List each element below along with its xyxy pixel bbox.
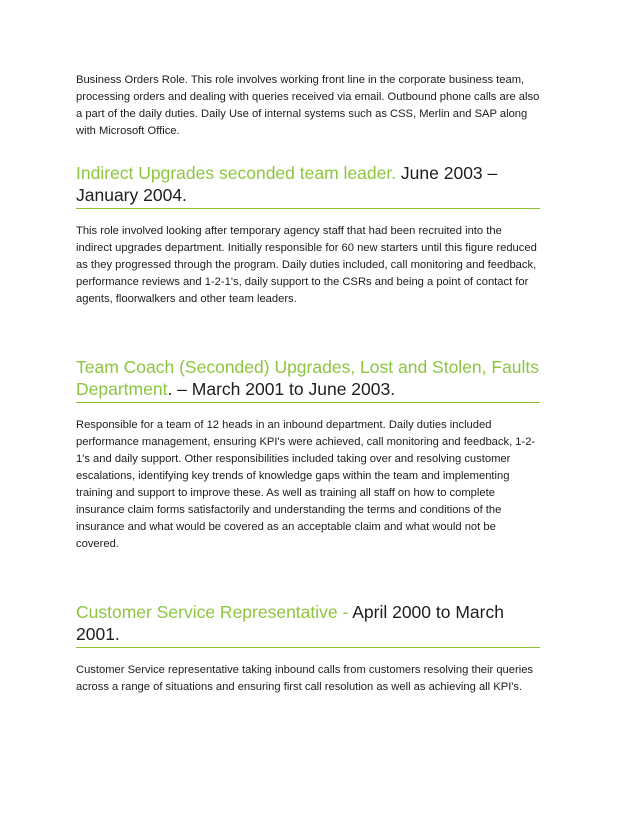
- section-heading: [76, 356, 540, 403]
- document-page: [76, 72, 540, 696]
- heading-dates: . – March 2001 to June 2003.: [167, 379, 396, 399]
- heading-role: Indirect Upgrades seconded team leader.: [76, 163, 397, 183]
- heading-dates: June 2003 – January 2004.: [76, 163, 498, 205]
- section-heading: [76, 162, 540, 209]
- heading-role: Customer Service Representative -: [76, 602, 349, 622]
- heading-dates: April 2000 to March 2001.: [76, 602, 504, 644]
- section-body: Responsible for a team of 12 heads in an inbound department. Daily duties included performance management, ensuring KPI's were achieved, call monitoring and feedback, 1-2-1's and daily support. Other responsibilities included taking over and resolving customer escalations, identifying key trends of knowledge gaps within the team and implementing training and support to improve these. As well as training all staff on how to complete insurance claim forms satisfactorily and understanding the terms and conditions of the insurance and what would be covered as an acceptable claim and what would not be covered.: [76, 419, 536, 550]
- section-body: This role involved looking after temporary agency staff that had been recruited into the indirect upgrades department. Initially responsible for 60 new starters until this figure reduced as they progressed through the program. Daily duties included, call monitoring and feedback, performance reviews and 1-2-1's, daily support to the CSRs and being a point of contact for agents, floorwalkers and other team leaders.: [76, 225, 537, 305]
- section-customer-service: [76, 601, 540, 696]
- section-heading: [76, 601, 540, 648]
- section-indirect-upgrades: [76, 162, 540, 308]
- heading-role: Team Coach (Seconded) Upgrades, Lost and Stolen, Faults Department: [76, 357, 540, 399]
- intro-paragraph: Business Orders Role. This role involves working front line in the corporate business team, processing orders and dealing with queries received via email. Outbound phone calls are also a part of the daily duties. Daily Use of internal systems such as CSS, Merlin and SAP along with Microsoft Office.: [76, 74, 540, 137]
- section-team-coach: [76, 356, 540, 553]
- section-body: Customer Service representative taking inbound calls from customers resolving their queries across a range of situations and ensuring first call resolution as well as achieving all KPI's.: [76, 664, 534, 693]
